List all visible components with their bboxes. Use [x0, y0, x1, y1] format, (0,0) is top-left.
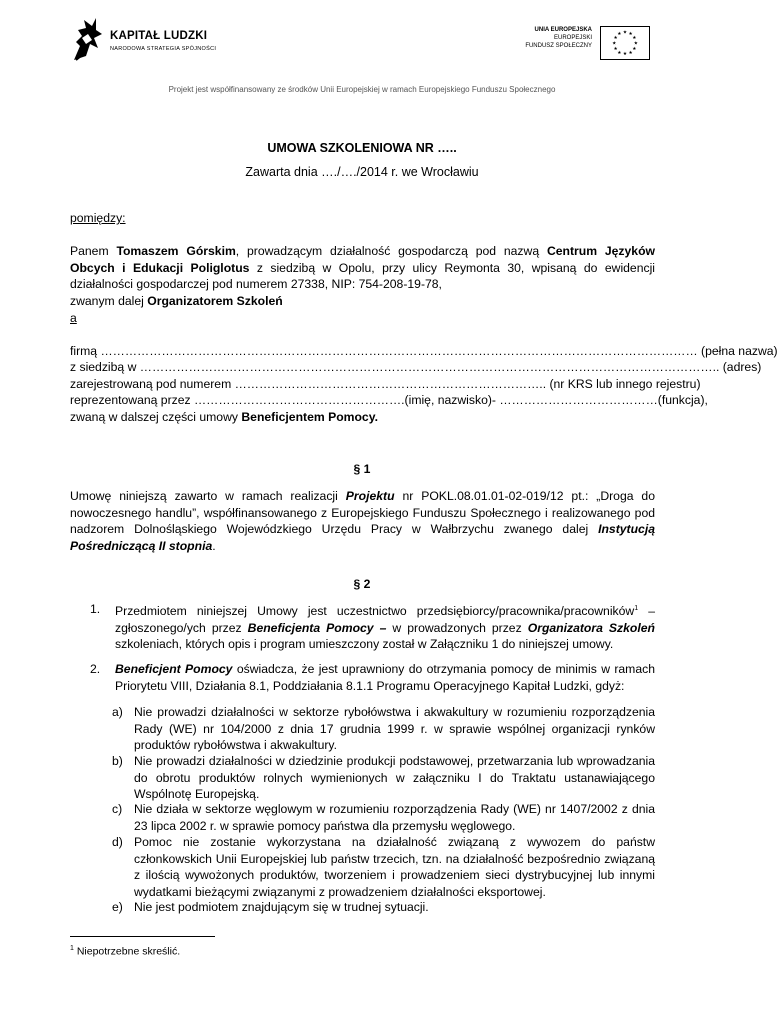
- svg-text:★: ★: [632, 47, 637, 53]
- party1-role-line: zwanym dalej Organizatorem Szkoleń: [70, 294, 283, 308]
- kapital-ludzki-emblem-icon: [70, 16, 104, 62]
- svg-text:★: ★: [622, 30, 628, 36]
- svg-text:★: ★: [612, 41, 617, 47]
- svg-text:★: ★: [622, 52, 628, 58]
- svg-text:★: ★: [628, 50, 633, 56]
- section-1-title: § 1: [353, 462, 371, 476]
- section-2-title: § 2: [353, 577, 371, 591]
- condition-b: b) Nie prowadzi działalności w dziedzinie produkcji podstawowej, przetwarzania lub wprowadzania do obrotu produktów rolnych wymienionych w załączniku I do Traktatu ustanawiającego Wspólnotę Europejską.: [112, 754, 655, 801]
- company-registry-field: zarejestrowaną pod numerem ………………………………………………………………….. (nr KRS lub innego rejestru): [70, 377, 701, 391]
- document-date-line: Zawarta dnia …./…./2014 r. we Wrocławiu: [245, 165, 479, 179]
- condition-c: c) Nie działa w sektorze węglowym w rozumieniu rozporządzenia Rady (WE) nr 1407/2002 z dnia 23 lipca 2002 r. w sprawie pomocy państwa dla przemysłu węglowego.: [112, 802, 655, 833]
- eu-title: UNIA EUROPEJSKA: [534, 27, 592, 33]
- and-connector: a: [70, 311, 77, 325]
- condition-d: d) Pomoc nie zostanie wykorzystana na działalność związaną z wywozem do państw członkowskich Unii Europejskiej lub państw trzecich, tzn. na działalność bezpośrednio związaną z ilością wywożonych produktów, tworzeniem i prowadzeniem sieci dystrybucyjnej lub innymi wydatkami bieżącymi związanymi z prowadzeniem działalności eksportowej.: [112, 835, 655, 899]
- party1-company: Centrum Języków Obcych i Edukacji Poliglotus: [70, 244, 655, 275]
- footnote: $^1$ Niepotrzebne skreślić.: [70, 945, 181, 958]
- company-name-field: firmą ………………………………………………………………………………………………………………………………… (pełna nazwa): [70, 344, 778, 358]
- condition-e: e) Nie jest podmiotem znajdującym się w trudnej sytuacji.: [112, 900, 429, 914]
- eu-fund-line1: EUROPEJSKI: [553, 35, 592, 41]
- document-title: UMOWA SZKOLENIOWA NR …..: [267, 141, 457, 155]
- svg-text:★: ★: [613, 47, 618, 53]
- svg-text:★: ★: [633, 41, 638, 47]
- eu-flag-icon: [600, 26, 650, 60]
- condition-a: a) Nie prowadzi działalności w sektorze rybołówstwa i akwakultury w rozumieniu rozporządzenia Rady (WE) nr 104/2000 z dnia 17 grudnia 1999 r. w sprawie wspólnej organizacji rynków produktów rybołówstwa i akwakultury.: [112, 705, 655, 752]
- between-label: pomiędzy:: [70, 211, 126, 225]
- section-1-paragraph: Umowę niniejszą zawarto w ramach realizacji Projektu nr POKL.08.01.01-02-019/12 pt.: „Droga do nowoczesnego handlu”, współfinansowanego z Europejskiego Funduszu Społecznego i realizowanego pod nadzorem Dolnośląskiego Wojewódzkiego Urzędu Pracy w Wałbrzychu zwanego dalej Instytucją Pośredniczącą II stopnia.: [70, 489, 655, 553]
- svg-text:★: ★: [617, 32, 622, 37]
- svg-text:★: ★: [617, 50, 622, 56]
- party1-paragraph: Panem Tomaszem Górskim, prowadzącym działalność gospodarczą pod nazwą Centrum Języków Obcych i Edukacji Poliglotus z siedzibą w Opolu, przy ulicy Reymonta 30, wpisaną do ewidencji działalności gospodarczej pod numerem 27338, NIP: 754-208-19-78,: [70, 244, 655, 291]
- kapital-ludzki-title: KAPITAŁ LUDZKI: [110, 30, 208, 42]
- svg-text:★: ★: [628, 32, 633, 37]
- footnote-separator: [70, 936, 215, 937]
- eu-fund-line2: FUNDUSZ SPOŁECZNY: [525, 43, 592, 49]
- svg-text:★: ★: [632, 35, 637, 41]
- eu-logo: [522, 26, 650, 62]
- svg-text:★: ★: [613, 35, 618, 41]
- section-2-item-2: 2. Beneficjent Pomocy oświadcza, że jest uprawniony do otrzymania pomocy de minimis w ramach Priorytetu VIII, Działania 8.1, Poddziałania 8.1.1 Programu Operacyjnego Kapitał Ludzki, gdyż:: [90, 662, 655, 693]
- eu-text: [525, 26, 592, 50]
- company-representative-field: reprezentowaną przez …………………………………………….(imię, nazwisko)- …………………………………(funkcja),: [70, 393, 708, 407]
- kapital-ludzki-logo: [70, 16, 270, 66]
- cofinancing-note: Projekt jest współfinansowany ze środków Unii Europejskiej w ramach Europejskiego Funduszu Społecznego: [168, 85, 556, 94]
- beneficiary-line: zwaną w dalszej części umowy Beneficjentem Pomocy.: [70, 410, 378, 424]
- party1-name: Tomaszem Górskim: [116, 244, 236, 258]
- kapital-ludzki-subtitle: NARODOWA STRATEGIA SPÓJNOŚCI: [110, 46, 217, 52]
- section-2-item-1: 1. Przedmiotem niniejszej Umowy jest uczestnictwo przedsiębiorcy/pracownika/pracowników$^1$ – zgłoszonego/ych przez Beneficjenta Pomocy – w prowadzonych przez Organizatora Szkoleń szkoleniach, których opis i program umieszczony został w Załączniku 1 do niniejszej umowy.: [90, 602, 656, 652]
- company-address-field: z siedzibą w …………………………………………………………………………………………………………………………….. (adres): [70, 360, 762, 374]
